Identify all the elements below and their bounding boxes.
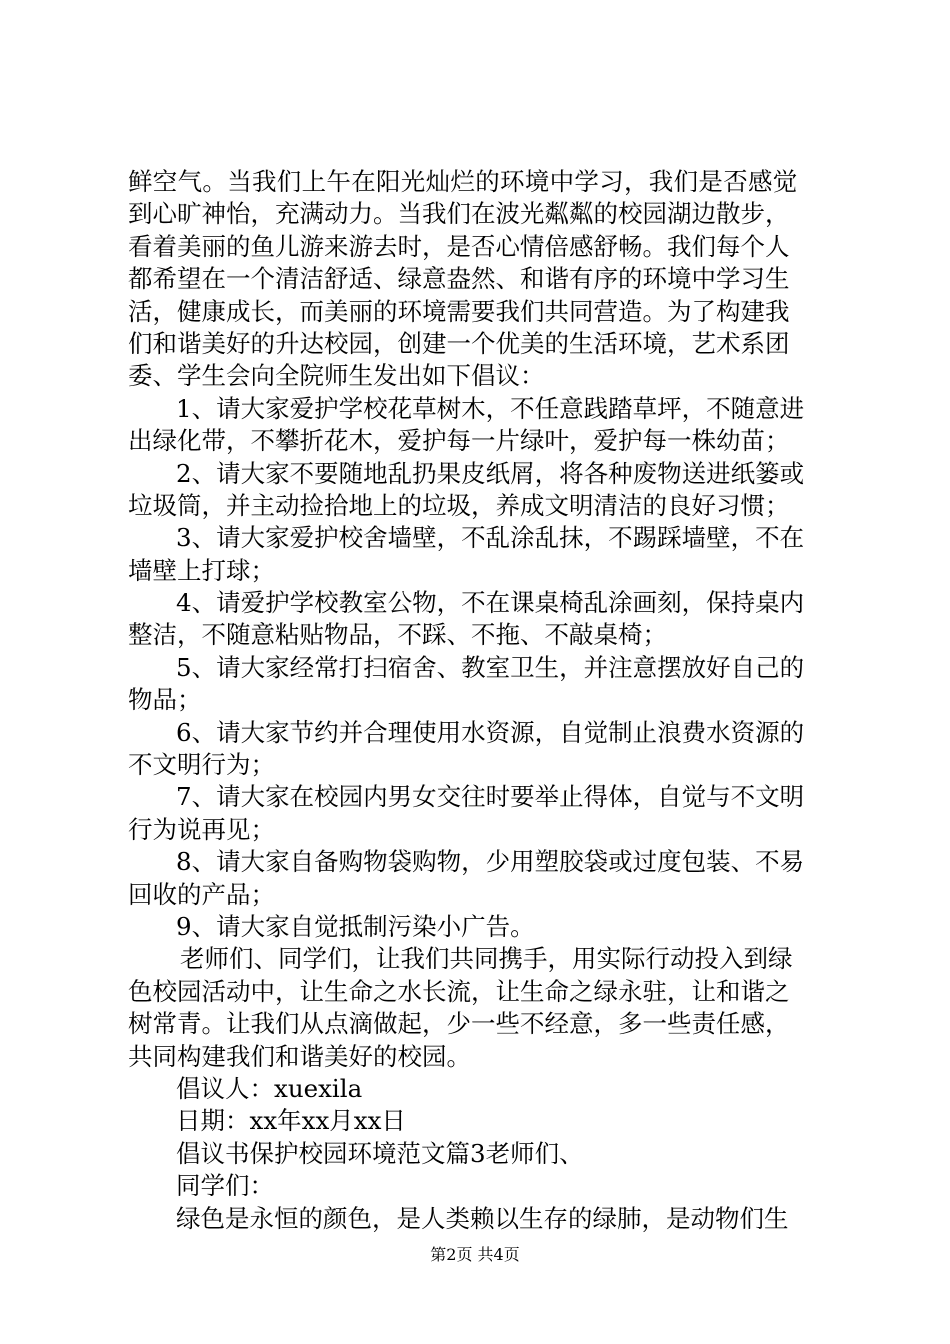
- proposal-item-4: 4、请爱护学校教室公物，不在课桌椅乱涂画刻，保持桌内: [176, 588, 805, 618]
- proposer-line: 倡议人：xuexila: [176, 1073, 363, 1103]
- proposal-item-7: 7、请大家在校园内男女交往时要举止得体，自觉与不文明: [176, 782, 805, 812]
- proposal-item-3-cont: 墙壁上打球；: [128, 555, 275, 585]
- text-line-7: 委、学生会向全院师生发出如下倡议：: [128, 361, 545, 391]
- proposal-item-7-cont: 行为说再见；: [128, 814, 275, 844]
- proposal-item-8-cont: 回收的产品；: [128, 879, 275, 909]
- text-line-5: 活，健康成长，而美丽的环境需要我们共同营造。为了构建我: [128, 296, 790, 326]
- page-footer: 第2页 共4页: [430, 1245, 520, 1264]
- closing-paragraph-line-1: 老师们、同学们，让我们共同携手，用实际行动投入到绿: [180, 944, 793, 974]
- closing-paragraph-line-2: 色校园活动中，让生命之水长流，让生命之绿永驻，让和谐之: [128, 976, 790, 1006]
- salutation-line: 同学们：: [176, 1171, 274, 1201]
- date-line: 日期：xx年xx月xx日: [176, 1106, 406, 1136]
- proposal-item-5-cont: 物品；: [128, 685, 202, 715]
- proposal-item-2-cont: 垃圾筒，并主动捡拾地上的垃圾，养成文明清洁的良好习惯；: [128, 490, 790, 520]
- proposal-item-4-cont: 整洁，不随意粘贴物品，不踩、不拖、不敲桌椅；: [128, 620, 667, 650]
- section-heading-line: 倡议书保护校园环境范文篇3老师们、: [176, 1138, 584, 1168]
- proposal-item-1: 1、请大家爱护学校花草树木，不任意践踏草坪，不随意进: [176, 393, 805, 423]
- proposal-item-6: 6、请大家节约并合理使用水资源，自觉制止浪费水资源的: [176, 717, 805, 747]
- text-line-4: 都希望在一个清洁舒适、绿意盎然、和谐有序的环境中学习生: [128, 264, 790, 294]
- document-body: [128, 166, 840, 1235]
- proposal-item-8: 8、请大家自备购物袋购物，少用塑胶袋或过度包装、不易: [176, 847, 805, 877]
- next-section-line: 绿色是永恒的颜色，是人类赖以生存的绿肺，是动物们生: [176, 1203, 789, 1233]
- proposal-item-2: 2、请大家不要随地乱扔果皮纸屑，将各种废物送进纸篓或: [176, 458, 805, 488]
- text-line-2: 到心旷神怡，充满动力。当我们在波光粼粼的校园湖边散步，: [128, 199, 790, 229]
- text-line-3: 看着美丽的鱼儿游来游去时，是否心情倍感舒畅。我们每个人: [128, 231, 790, 261]
- proposal-item-1-cont: 出绿化带，不攀折花木，爱护每一片绿叶，爱护每一株幼苗；: [128, 426, 790, 456]
- proposal-item-9: 9、请大家自觉抵制污染小广告。: [176, 911, 535, 941]
- closing-paragraph-line-4: 共同构建我们和谐美好的校园。: [128, 1041, 471, 1071]
- text-line-1: 鲜空气。当我们上午在阳光灿烂的环境中学习，我们是否感觉: [128, 167, 798, 196]
- proposal-item-5: 5、请大家经常打扫宿舍、教室卫生，并注意摆放好自己的: [176, 652, 805, 682]
- text-line-6: 们和谐美好的升达校园，创建一个优美的生活环境，艺术系团: [128, 328, 790, 358]
- closing-paragraph-line-3: 树常青。让我们从点滴做起，少一些不经意，多一些责任感，: [128, 1009, 790, 1039]
- proposal-item-6-cont: 不文明行为；: [128, 750, 275, 780]
- proposal-item-3: 3、请大家爱护校舍墙壁，不乱涂乱抹，不踢踩墙壁，不在: [176, 523, 805, 553]
